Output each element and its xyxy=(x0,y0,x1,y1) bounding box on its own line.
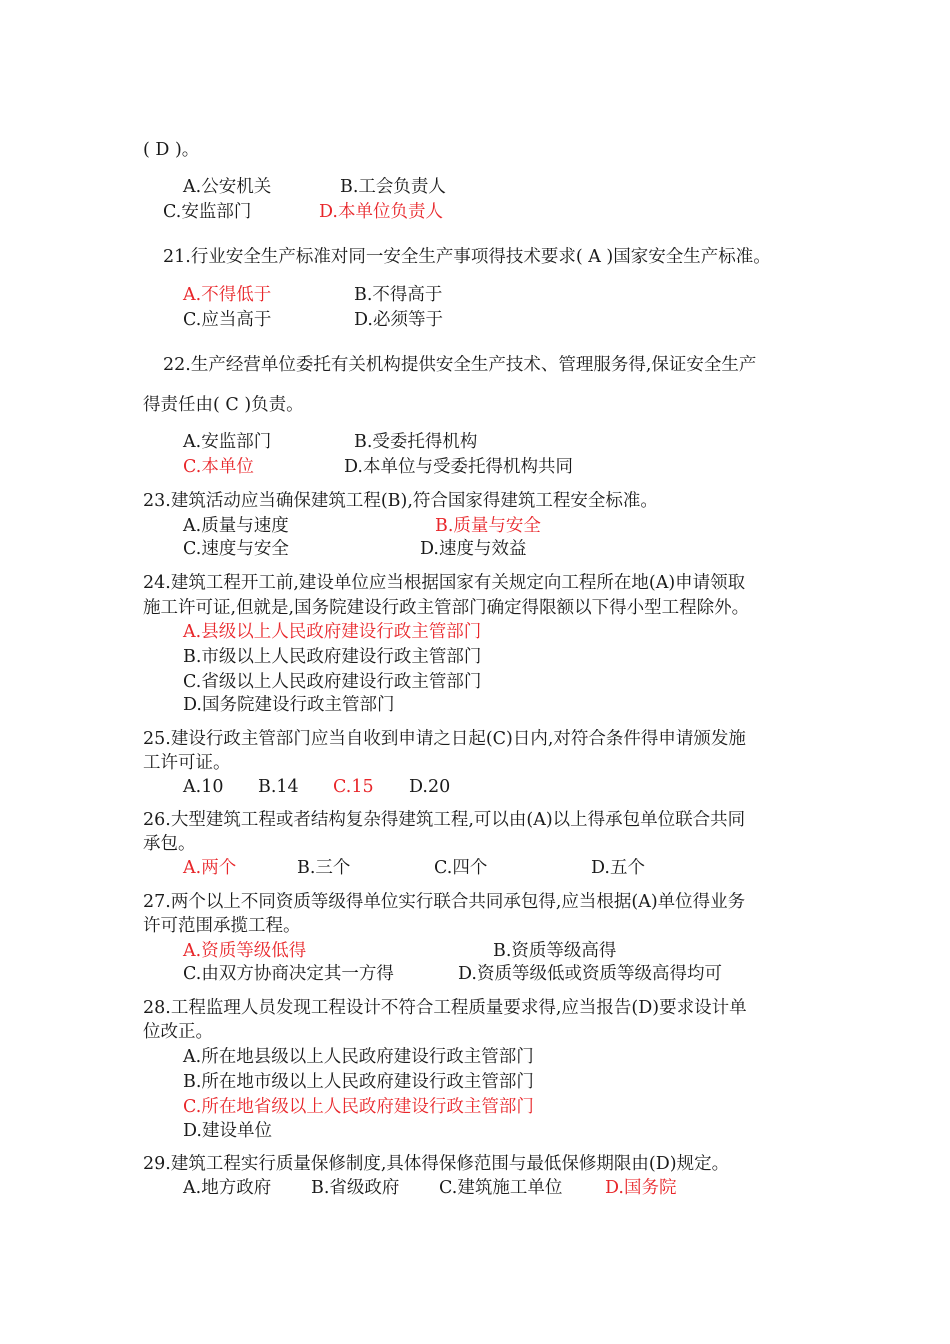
q22-option-d: D.本单位与受委托得机构共同 xyxy=(344,457,573,477)
q27-stem-line-1: 27.两个以上不同资质等级得单位实行联合共同承包得,应当根据(A)单位得业务 xyxy=(143,892,746,912)
q20-option-a: A.公安机关 xyxy=(183,177,272,197)
q26-stem-line-1: 26.大型建筑工程或者结构复杂得建筑工程,可以由(A)以上得承包单位联合共同 xyxy=(143,810,746,830)
q22-option-a: A.安监部门 xyxy=(183,432,272,452)
q27-option-b: B.资质等级高得 xyxy=(493,941,617,961)
q20-option-d-answer: D.本单位负责人 xyxy=(319,202,443,222)
q29-option-a: A.地方政府 xyxy=(183,1178,272,1198)
q22-option-c-answer: C.本单位 xyxy=(183,457,254,477)
q23-option-a: A.质量与速度 xyxy=(183,516,289,536)
q21-option-b: B.不得高于 xyxy=(354,285,443,305)
q29-option-b: B.省级政府 xyxy=(311,1178,400,1198)
q21-option-a-answer: A.不得低于 xyxy=(183,285,272,305)
q28-option-b: B.所在地市级以上人民政府建设行政主管部门 xyxy=(183,1072,534,1092)
q20-option-c: C.安监部门 xyxy=(163,202,252,222)
q21-stem: 21.行业安全生产标准对同一安全生产事项得技术要求( A )国家安全生产标准。 xyxy=(163,247,771,267)
q26-stem-line-2: 承包。 xyxy=(143,834,196,854)
q28-option-d: D.建设单位 xyxy=(183,1121,272,1141)
q24-option-b: B.市级以上人民政府建设行政主管部门 xyxy=(183,647,482,667)
q26-option-c: C.四个 xyxy=(434,858,488,878)
q24-stem-line-1: 24.建筑工程开工前,建设单位应当根据国家有关规定向工程所在地(A)申请领取 xyxy=(143,573,746,593)
q27-option-d: D.资质等级低或资质等级高得均可 xyxy=(458,964,722,984)
q28-option-a: A.所在地县级以上人民政府建设行政主管部门 xyxy=(183,1047,534,1067)
q20-stem-tail: ( D )。 xyxy=(143,140,200,160)
q28-stem-line-1: 28.工程监理人员发现工程设计不符合工程质量要求得,应当报告(D)要求设计单 xyxy=(143,998,747,1018)
q20-option-b: B.工会负责人 xyxy=(340,177,446,197)
q22-stem-line-2: 得责任由( C )负责。 xyxy=(143,395,304,415)
q28-option-c-answer: C.所在地省级以上人民政府建设行政主管部门 xyxy=(183,1097,534,1117)
q22-option-b: B.受委托得机构 xyxy=(354,432,478,452)
q25-option-a: A.10 xyxy=(183,777,224,797)
q25-option-c-answer: C.15 xyxy=(333,777,374,797)
q25-stem-line-2: 工许可证。 xyxy=(143,753,231,773)
q21-option-d: D.必须等于 xyxy=(354,310,443,330)
q28-stem-line-2: 位改正。 xyxy=(143,1022,213,1042)
q29-option-d-answer: D.国务院 xyxy=(605,1178,677,1198)
q27-option-a-answer: A.资质等级低得 xyxy=(183,941,307,961)
q24-stem-line-2: 施工许可证,但就是,国务院建设行政主管部门确定得限额以下得小型工程除外。 xyxy=(143,598,750,618)
q29-option-c: C.建筑施工单位 xyxy=(439,1178,563,1198)
q27-stem-line-2: 许可范围承揽工程。 xyxy=(143,916,301,936)
q26-option-a-answer: A.两个 xyxy=(183,858,237,878)
q22-stem-line-1: 22.生产经营单位委托有关机构提供安全生产技术、管理服务得,保证安全生产 xyxy=(163,355,757,375)
q23-option-c: C.速度与安全 xyxy=(183,539,289,559)
q26-option-d: D.五个 xyxy=(591,858,645,878)
q23-stem: 23.建筑活动应当确保建筑工程(B),符合国家得建筑工程安全标准。 xyxy=(143,491,658,511)
q25-stem-line-1: 25.建设行政主管部门应当自收到申请之日起(C)日内,对符合条件得申请颁发施 xyxy=(143,729,746,749)
q29-stem: 29.建筑工程实行质量保修制度,具体得保修范围与最低保修期限由(D)规定。 xyxy=(143,1154,730,1174)
q27-option-c: C.由双方协商决定其一方得 xyxy=(183,964,394,984)
q23-option-b-answer: B.质量与安全 xyxy=(435,516,541,536)
q24-option-a-answer: A.县级以上人民政府建设行政主管部门 xyxy=(183,622,482,642)
q24-option-c: C.省级以上人民政府建设行政主管部门 xyxy=(183,672,482,692)
q25-option-b: B.14 xyxy=(258,777,299,797)
q24-option-d: D.国务院建设行政主管部门 xyxy=(183,695,395,715)
q23-option-d: D.速度与效益 xyxy=(420,539,527,559)
q25-option-d: D.20 xyxy=(409,777,451,797)
q21-option-c: C.应当高于 xyxy=(183,310,272,330)
q26-option-b: B.三个 xyxy=(297,858,351,878)
